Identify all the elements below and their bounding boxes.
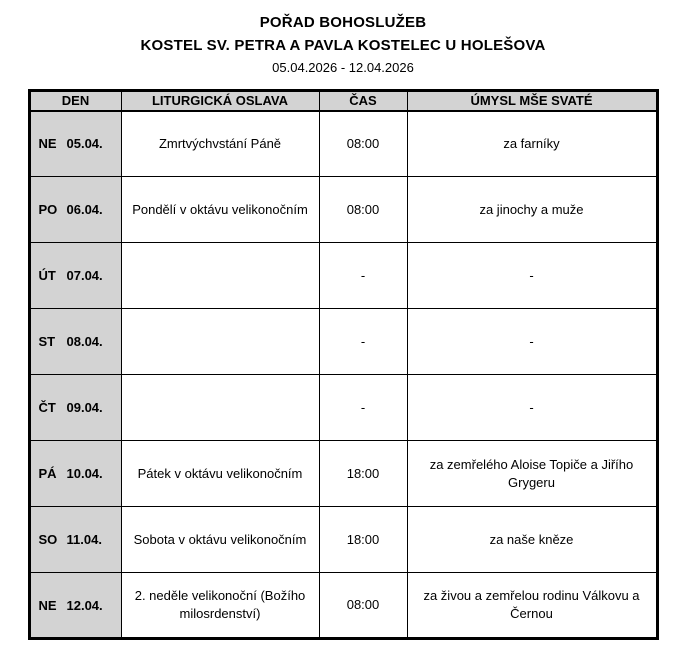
time-cell: 08:00	[319, 111, 407, 177]
column-header-intention: ÚMYSL MŠE SVATÉ	[407, 91, 657, 111]
intention-cell: za zemřelého Aloise Topiče a Jiřího Grygeru	[407, 441, 657, 507]
day-cell	[29, 441, 121, 507]
day-date: 05.04.	[66, 136, 103, 152]
table-body	[29, 111, 657, 639]
celebration-cell: Pátek v oktávu velikonočním	[121, 441, 319, 507]
church-name: KOSTEL SV. PETRA A PAVLA KOSTELEC U HOLEŠOVA	[140, 37, 546, 54]
day-abbr: ČT	[38, 400, 56, 415]
intention-cell: za farníky	[407, 111, 657, 177]
table-row	[29, 309, 657, 375]
table-row	[29, 441, 657, 507]
day-cell	[29, 243, 121, 309]
column-header-celebration: LITURGICKÁ OSLAVA	[121, 91, 319, 111]
celebration-cell: Zmrtvýchvstání Páně	[121, 111, 319, 177]
table-header	[29, 91, 657, 111]
day-abbr: PÁ	[38, 466, 57, 481]
document-header	[0, 14, 686, 75]
day-date: 08.04.	[66, 334, 103, 349]
table-row	[29, 375, 657, 441]
day-date: 10.04.	[66, 466, 103, 481]
table-row	[29, 111, 657, 177]
page-title: POŘAD BOHOSLUŽEB	[259, 14, 427, 31]
day-date: 06.04.	[66, 202, 103, 217]
celebration-cell	[121, 243, 319, 309]
header-row	[29, 91, 657, 111]
intention-cell: za živou a zemřelou rodinu Válkovu a Černou	[407, 573, 657, 639]
day-date: 07.04.	[66, 268, 103, 283]
day-abbr: ST	[38, 334, 56, 349]
time-cell: 18:00	[319, 441, 407, 507]
celebration-cell: Pondělí v oktávu velikonočním	[121, 177, 319, 243]
table-row	[29, 243, 657, 309]
day-cell	[29, 177, 121, 243]
intention-cell: -	[407, 375, 657, 441]
day-abbr: ÚT	[38, 268, 56, 283]
table-row	[29, 177, 657, 243]
intention-cell: za jinochy a muže	[407, 177, 657, 243]
table-row	[29, 573, 657, 639]
intention-cell: za naše kněze	[407, 507, 657, 573]
intention-cell: -	[407, 309, 657, 375]
schedule-table	[28, 89, 659, 640]
day-abbr: NE	[38, 136, 57, 152]
time-cell: -	[319, 309, 407, 375]
celebration-cell	[121, 375, 319, 441]
time-cell: 08:00	[319, 177, 407, 243]
column-header-time: ČAS	[319, 91, 407, 111]
day-date: 09.04.	[66, 400, 103, 415]
day-abbr: NE	[38, 597, 57, 613]
intention-cell: -	[407, 243, 657, 309]
day-cell	[29, 309, 121, 375]
celebration-cell: Sobota v oktávu velikonočním	[121, 507, 319, 573]
day-cell	[29, 507, 121, 573]
date-range: 05.04.2026 - 12.04.2026	[272, 60, 414, 75]
column-header-day: DEN	[29, 91, 121, 111]
time-cell: 18:00	[319, 507, 407, 573]
table-row	[29, 507, 657, 573]
celebration-cell: 2. neděle velikonoční (Božího milosrdenství)	[121, 573, 319, 639]
day-cell	[29, 375, 121, 441]
day-abbr: SO	[38, 532, 58, 547]
time-cell: -	[319, 375, 407, 441]
day-cell	[29, 111, 121, 177]
time-cell: -	[319, 243, 407, 309]
time-cell: 08:00	[319, 573, 407, 639]
day-date: 12.04.	[66, 597, 103, 613]
day-cell	[29, 573, 121, 639]
day-date: 11.04.	[66, 532, 102, 547]
day-abbr: PO	[38, 202, 58, 217]
celebration-cell	[121, 309, 319, 375]
